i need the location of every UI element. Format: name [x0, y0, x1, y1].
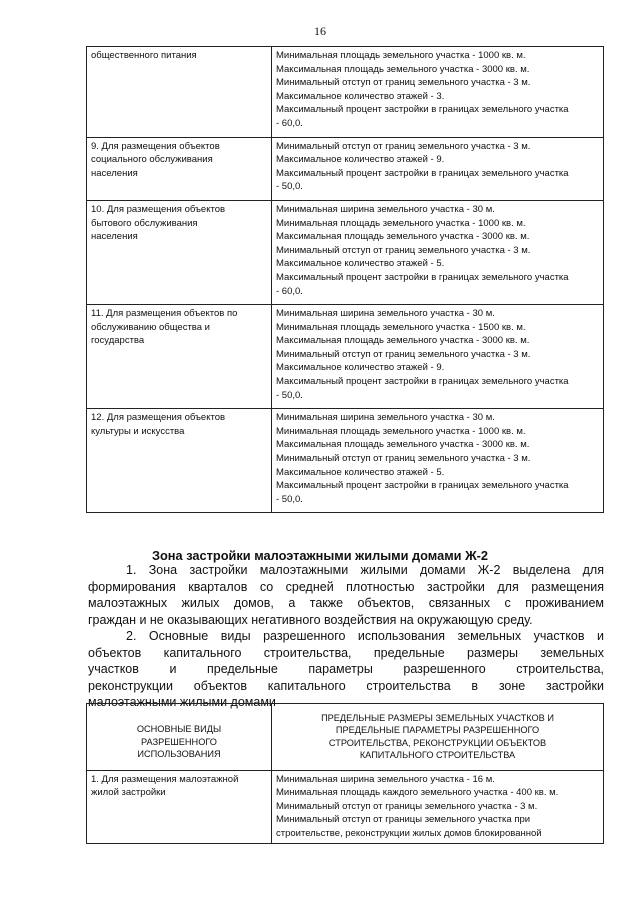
header-cell-use-types — [87, 704, 272, 771]
cell-line: 12. Для размещения объектов — [91, 412, 226, 424]
paragraph-line: 2. Основные виды разрешенного использования земельных участков и — [126, 629, 604, 643]
table-row — [87, 409, 604, 513]
cell-line: - 50,0. — [276, 493, 303, 505]
cell-line: Максимальный процент застройки в границах земельного участка — [276, 104, 569, 116]
parameters-cell — [272, 137, 604, 200]
parameters-cell — [272, 47, 604, 138]
cell-line: - 60,0. — [276, 117, 303, 129]
cell-line: Минимальная площадь земельного участка - 1000 кв. м. — [276, 50, 526, 61]
header-cell-parameters — [272, 704, 604, 771]
cell-line: Минимальный отступ от границ земельного участка - 3 м. — [276, 348, 531, 360]
paragraph-line: малоэтажных жилых домов, а также объектов, связанных с проживанием — [88, 596, 604, 611]
cell-line: Максимальное количество этажей - 9. — [276, 154, 445, 166]
zone-paragraph-2 — [88, 628, 604, 711]
cell-line: Максимальный процент застройки в границах земельного участка — [276, 480, 569, 492]
cell-line: - 50,0. — [276, 181, 303, 193]
table-row — [87, 137, 604, 200]
paragraph-line: участков и предельные параметры разрешенного строительства, — [88, 662, 604, 677]
paragraph-line: объектов капитального строительства, предельные размеры земельных — [88, 645, 604, 660]
cell-line: Минимальный отступ от границ земельного участка - 3 м. — [276, 77, 531, 89]
table-header-row — [87, 704, 604, 771]
cell-line: Минимальный отступ от границы земельного участка при — [276, 814, 531, 826]
header-line: РАЗРЕШЕННОГО — [141, 736, 217, 747]
zone-zh2-table — [86, 703, 604, 844]
use-type-cell — [87, 770, 272, 843]
use-type-cell — [87, 137, 272, 200]
cell-line: Максимальный процент застройки в границах земельного участка — [276, 271, 569, 283]
table-row — [87, 200, 604, 304]
cell-line: Минимальный отступ от границы земельного участка - 3 м. — [276, 800, 538, 812]
header-line: СТРОИТЕЛЬСТВА, РЕКОНСТРУКЦИИ ОБЪЕКТОВ — [328, 737, 547, 748]
cell-line: Минимальная площадь земельного участка - 1000 кв. м. — [276, 217, 526, 229]
cell-line: Максимальная площадь земельного участка - 3000 кв. м. — [276, 335, 530, 347]
cell-line: общественного питания — [91, 50, 197, 61]
cell-line: Минимальная ширина земельного участка - 30 м. — [276, 412, 495, 424]
header-line: ПРЕДЕЛЬНЫЕ ПАРАМЕТРЫ РАЗРЕШЕННОГО — [335, 725, 540, 736]
cell-line: Максимальная площадь земельного участка - 3000 кв. м. — [276, 63, 530, 75]
cell-line: жилой застройки — [91, 787, 166, 799]
cell-line: населения — [91, 167, 138, 179]
paragraph-line: формирования кварталов со средней плотностью застройки для размещения — [88, 579, 604, 594]
cell-line: 1. Для размещения малоэтажной — [91, 773, 239, 785]
cell-line: 9. Для размещения объектов — [91, 140, 220, 152]
use-type-cell — [87, 409, 272, 513]
table-row — [87, 47, 604, 138]
cell-line: Максимальный процент застройки в границах земельного участка — [276, 376, 569, 388]
cell-line: Максимальное количество этажей - 5. — [276, 258, 445, 270]
parameters-cell — [272, 200, 604, 304]
paragraph-line: 1. Зона застройки малоэтажными жилыми домами Ж-2 выделена для — [126, 563, 604, 577]
use-type-cell — [87, 200, 272, 304]
cell-line: Минимальная площадь земельного участка - 1500 кв. м. — [276, 321, 526, 333]
paragraph-line: реконструкции объектов капитального строительства в зоне застройки — [88, 678, 604, 693]
parameters-cell — [272, 770, 604, 843]
parameters-cell — [272, 305, 604, 409]
cell-line: Минимальная площадь каждого земельного участка - 400 кв. м. — [276, 787, 559, 799]
paragraph-line: граждан и не оказывающих негативного воздействия на окружающую среду. — [88, 612, 533, 627]
header-line: ОСНОВНЫЕ ВИДЫ — [136, 724, 222, 735]
cell-line: населения — [91, 231, 138, 243]
cell-line: Минимальный отступ от границ земельного участка - 3 м. — [276, 244, 531, 256]
cell-line: Максимальная площадь земельного участка - 3000 кв. м. — [276, 439, 530, 451]
table-row — [87, 770, 604, 843]
cell-line: Максимальное количество этажей - 3. — [276, 90, 445, 102]
cell-line: социального обслуживания — [91, 154, 213, 166]
table-row — [87, 305, 604, 409]
cell-line: Минимальный отступ от границ земельного участка - 3 м. — [276, 140, 531, 152]
cell-line: - 50,0. — [276, 389, 303, 401]
paragraph-line: малоэтажными жилыми домами — [88, 695, 276, 710]
header-line: КАПИТАЛЬНОГО СТРОИТЕЛЬСТВА — [359, 750, 516, 761]
use-type-cell — [87, 47, 272, 138]
zone-paragraph-1 — [88, 562, 604, 628]
cell-line: Минимальная ширина земельного участка - 30 м. — [276, 203, 495, 215]
cell-line: Минимальный отступ от границ земельного участка - 3 м. — [276, 453, 531, 465]
page-number: 16 — [314, 24, 326, 38]
cell-line: Максимальное количество этажей - 9. — [276, 362, 445, 374]
cell-line: Минимальная площадь земельного участка - 1000 кв. м. — [276, 425, 526, 437]
cell-line: - 60,0. — [276, 285, 303, 297]
land-parameters-table — [86, 46, 604, 513]
parameters-cell — [272, 409, 604, 513]
cell-line: Минимальная ширина земельного участка - 30 м. — [276, 308, 495, 320]
header-line: ПРЕДЕЛЬНЫЕ РАЗМЕРЫ ЗЕМЕЛЬНЫХ УЧАСТКОВ И — [321, 713, 554, 723]
cell-line: обслуживанию общества и — [91, 321, 210, 333]
cell-line: Максимальное количество этажей - 5. — [276, 466, 445, 478]
use-type-cell — [87, 305, 272, 409]
cell-line: строительстве, реконструкции жилых домов блокированной — [276, 828, 542, 839]
header-line: ИСПОЛЬЗОВАНИЯ — [137, 749, 221, 760]
cell-line: Максимальная площадь земельного участка - 3000 кв. м. — [276, 231, 530, 243]
cell-line: бытового обслуживания — [91, 217, 198, 229]
cell-line: 11. Для размещения объектов по — [91, 308, 238, 320]
cell-line: Максимальный процент застройки в границах земельного участка — [276, 167, 569, 179]
cell-line: культуры и искусства — [91, 425, 185, 437]
cell-line: государства — [91, 335, 145, 347]
cell-line: 10. Для размещения объектов — [91, 203, 226, 215]
zone-title: Зона застройки малоэтажными жилыми домами Ж-2 — [151, 548, 489, 563]
cell-line: Минимальная ширина земельного участка - 16 м. — [276, 773, 495, 785]
